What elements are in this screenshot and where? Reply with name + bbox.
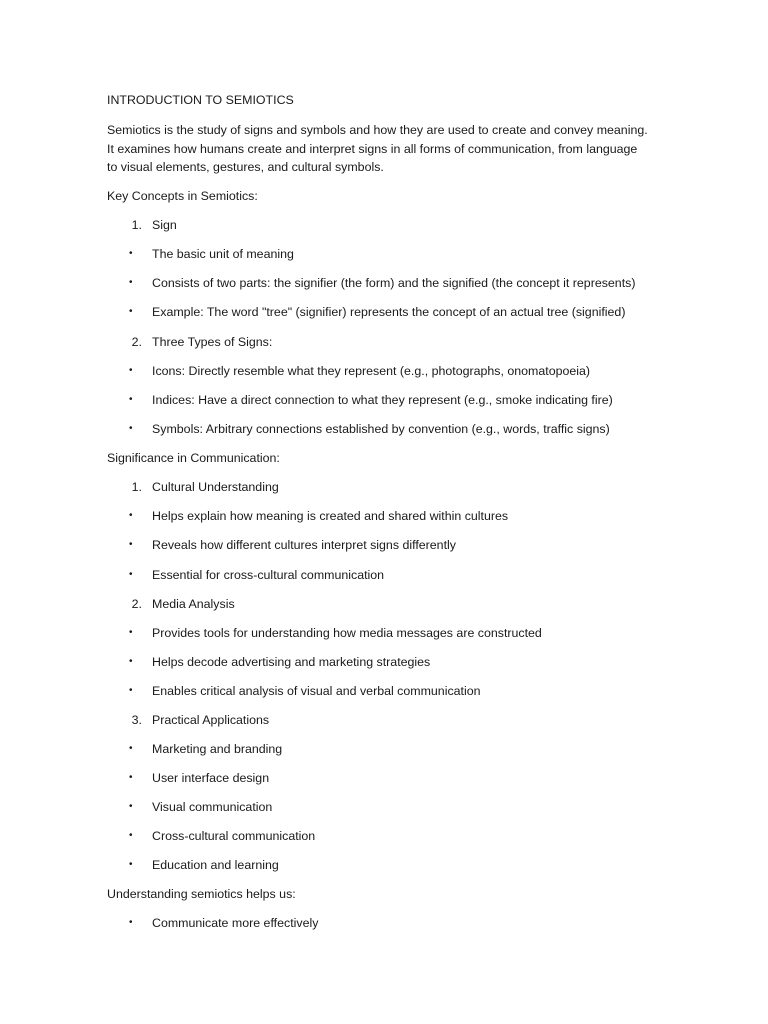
bullet-marker: •	[129, 539, 133, 550]
list-item-text: Education and learning	[152, 858, 279, 872]
list-item-text: Helps explain how meaning is created and shared within cultures	[152, 509, 509, 523]
list-number: 1.	[131, 218, 142, 232]
bullet-marker: •	[129, 627, 133, 638]
bullet-marker: •	[129, 510, 133, 521]
bullet-marker: •	[129, 830, 133, 841]
list-item-text: Symbols: Arbitrary connections established by convention (e.g., words, traffic signs)	[152, 422, 610, 436]
list-item-text: Marketing and branding	[152, 742, 283, 756]
bullet-marker: •	[129, 365, 133, 376]
list-item-text: Reveals how different cultures interpret signs differently	[152, 538, 456, 552]
bullet-marker: •	[129, 801, 133, 812]
list-item-text: Cultural Understanding	[152, 480, 279, 494]
bullet-marker: •	[129, 743, 133, 754]
bullet-marker: •	[129, 423, 133, 434]
bullet-marker: •	[129, 569, 133, 580]
document-title: INTRODUCTION TO SEMIOTICS	[107, 93, 294, 107]
bullet-marker: •	[129, 917, 133, 928]
list-item-text: Icons: Directly resemble what they represent (e.g., photographs, onomatopoeia)	[152, 364, 591, 378]
intro-paragraph	[107, 121, 667, 177]
list-item-text: The basic unit of meaning	[152, 247, 294, 261]
intro-line: It examines how humans create and interpret signs in all forms of communication, from language	[107, 141, 638, 156]
list-item-text: Practical Applications	[152, 713, 270, 727]
bullet-marker: •	[129, 859, 133, 870]
list-item-text: Indices: Have a direct connection to what they represent (e.g., smoke indicating fire)	[152, 393, 613, 407]
list-number: 3.	[131, 713, 142, 727]
list-item-text: User interface design	[152, 771, 270, 785]
bullet-marker: •	[129, 656, 133, 667]
list-number: 2.	[131, 335, 142, 349]
list-item-text: Media Analysis	[152, 597, 235, 611]
list-item-text: Consists of two parts: the signifier (the form) and the signified (the concept it represents)	[152, 276, 636, 290]
list-item-text: Cross-cultural communication	[152, 829, 316, 843]
list-item-text: Three Types of Signs:	[152, 335, 273, 349]
list-number: 2.	[131, 597, 142, 611]
list-number: 1.	[131, 480, 142, 494]
key-concepts-heading: Key Concepts in Semiotics:	[107, 189, 258, 203]
bullet-marker: •	[129, 394, 133, 405]
list-item-text: Enables critical analysis of visual and verbal communication	[152, 684, 481, 698]
intro-line: Semiotics is the study of signs and symbols and how they are used to create and convey meaning.	[107, 123, 648, 137]
bullet-marker: •	[129, 772, 133, 783]
bullet-marker: •	[129, 248, 133, 259]
list-item-text: Helps decode advertising and marketing strategies	[152, 655, 431, 669]
list-item-text: Sign	[152, 218, 177, 232]
list-item-text: Example: The word "tree" (signifier) represents the concept of an actual tree (signified)	[152, 305, 626, 319]
list-item-text: Communicate more effectively	[152, 916, 319, 930]
list-item-text: Essential for cross-cultural communication	[152, 568, 385, 582]
bullet-marker: •	[129, 306, 133, 317]
bullet-marker: •	[129, 277, 133, 288]
significance-heading: Significance in Communication:	[107, 451, 280, 465]
list-item-text: Visual communication	[152, 800, 273, 814]
bullet-marker: •	[129, 685, 133, 696]
understanding-heading: Understanding semiotics helps us:	[107, 887, 296, 901]
intro-line: to visual elements, gestures, and cultural symbols.	[107, 160, 384, 175]
list-item-text: Provides tools for understanding how media messages are constructed	[152, 626, 542, 640]
